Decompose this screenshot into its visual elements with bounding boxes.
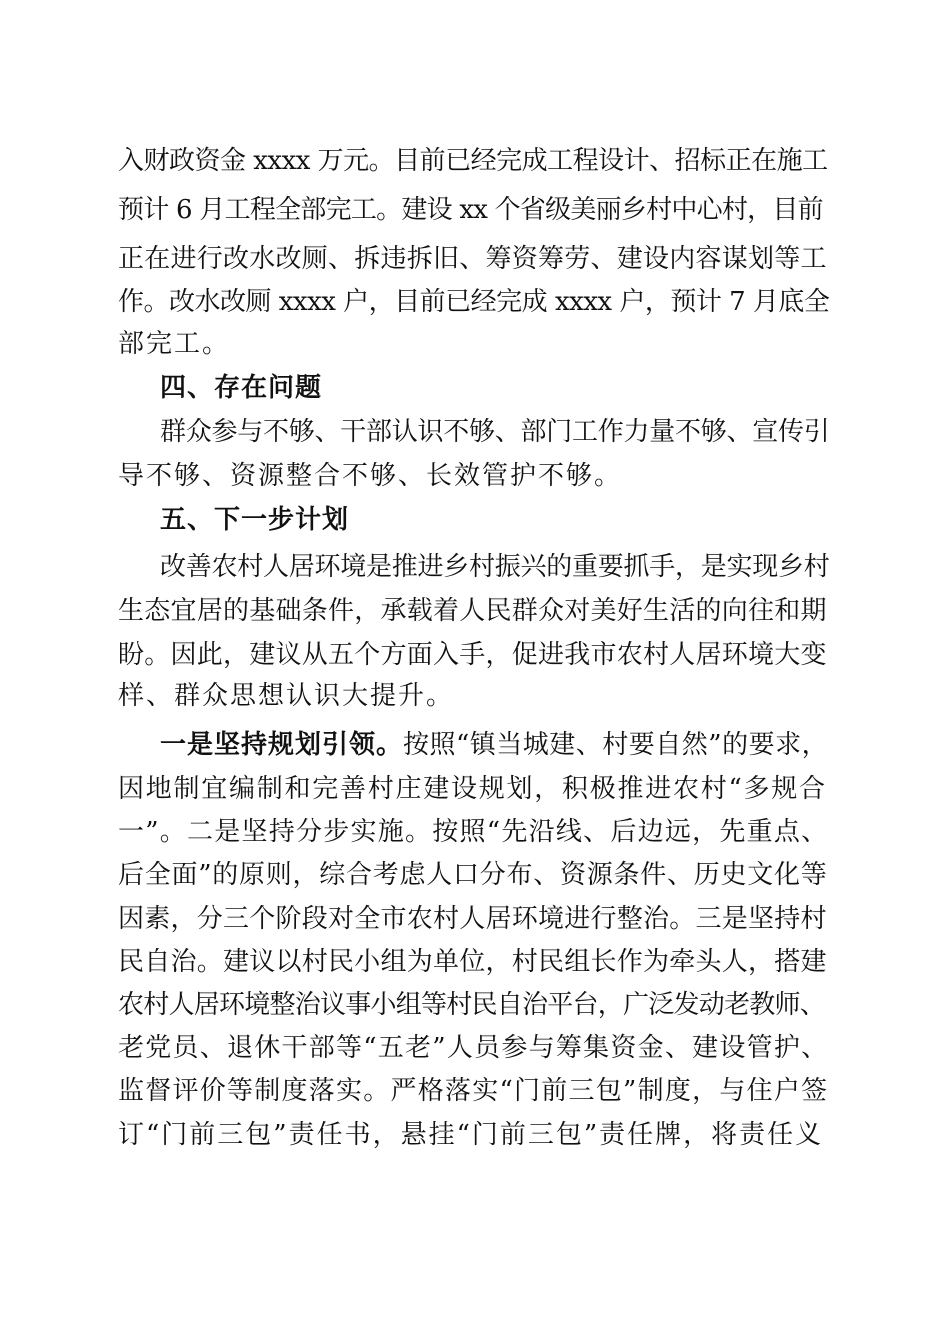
paragraph-line: 改善农村人居环境是推进乡村振兴的重要抓手，是实现乡村 [160, 552, 830, 582]
paragraph-line: 老党员、退休干部等“五老”人员参与筹集资金、建设管护、 [118, 1033, 829, 1063]
paragraph-line: 正在进行改水改厕、拆违拆旧、筹资筹劳、建设内容谋划等工 [118, 244, 827, 274]
paragraph-line: 一”。二是坚持分步实施。按照“先沿线、后边远，先重点、 [118, 817, 829, 847]
paragraph-line [160, 728, 828, 762]
paragraph-line: 导不够、资源整合不够、长效管护不够。 [118, 461, 623, 491]
paragraph-line: 群众参与不够、干部认识不够、部门工作力量不够、宣传引 [160, 417, 830, 447]
paragraph-line: 生态宜居的基础条件，承载着人民群众对美好生活的向往和期 [118, 596, 827, 626]
paragraph-line: 因地制宜编制和完善村庄建设规划，积极推进农村“多规合 [118, 774, 827, 804]
paragraph-line: 盼。因此，建议从五个方面入手，促进我市农村人居环境大变 [118, 640, 827, 670]
paragraph-line: 作。改水改厕 xxxx 户，目前已经完成 xxxx 户，预计 7 月底全 [118, 287, 830, 317]
paragraph-line: 样、群众思想认识大提升。 [118, 681, 455, 711]
section-heading: 五、下一步计划 [160, 505, 350, 535]
paragraph-line: 订“门前三包”责任书，悬挂“门前三包”责任牌，将责任义 [118, 1120, 824, 1150]
paragraph-line: 入财政资金 xxxx 万元。目前已经完成工程设计、招标正在施工 [118, 146, 828, 176]
paragraph-line: 农村人居环境整治议事小组等村民自治平台，广泛发动老教师、 [118, 990, 826, 1020]
lead-label: 一是坚持规划引领。 [160, 730, 404, 760]
paragraph-line: 后全面”的原则，综合考虑人口分布、资源条件、历史文化等 [118, 860, 828, 890]
lead-text: 按照“镇当城建、村要自然”的要求， [403, 730, 829, 760]
section-heading: 四、存在问题 [160, 373, 323, 403]
paragraph-line: 民自治。建议以村民小组为单位，村民组长作为牵头人，搭建 [118, 947, 827, 977]
paragraph-line: 预计 6 月工程全部完工。建设 xx 个省级美丽乡村中心村，目前 [118, 195, 823, 225]
paragraph-line: 部完工。 [118, 329, 231, 359]
paragraph-line: 监督评价等制度落实。严格落实“门前三包”制度，与住户签 [118, 1076, 829, 1106]
paragraph-line: 因素，分三个阶段对全市农村人居环境进行整治。三是坚持村 [118, 904, 827, 934]
